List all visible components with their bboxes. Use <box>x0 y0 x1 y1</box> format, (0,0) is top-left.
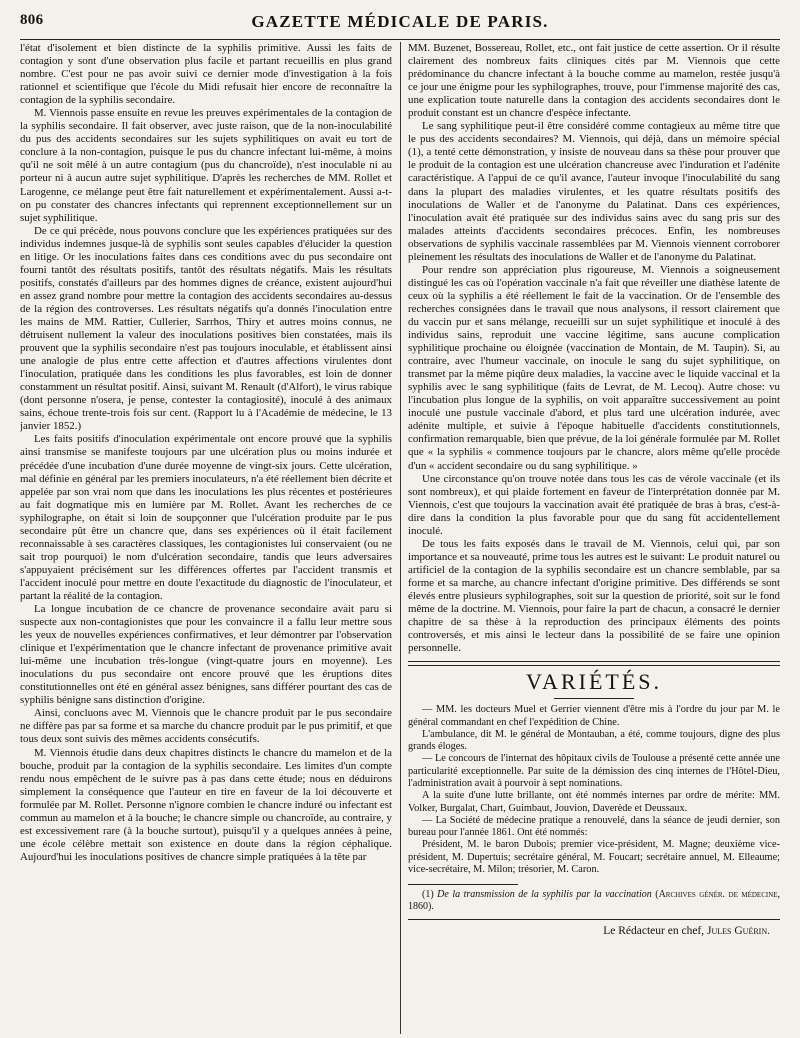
paragraph: l'état d'isolement et bien distincte de la syphilis primitive. Aussi les faits de contagion y sont d'une observation plus facile et partant recueillis en plus grand nombre. C'est pour ne pas avoir suivi ce dernier mode d'investigation à la fois rationnel et scientifique que l'école du Midi refusait hier encore de reconnaître la contagion de la syphilis secondaire. <box>20 42 392 107</box>
paragraph: Une circonstance qu'on trouve notée dans tous les cas de vérole vaccinale (et ils sont nombreux), et qui plaide fortement en faveur de l'interprétation donnée par M. Viennois, c'est que toujours la vaccination avait été pratiquée de bras à bras, c'est-à-dire dans la condition la plus favorable pour que du sang fût accidentellement inoculé. <box>408 472 780 537</box>
page-number: 806 <box>20 12 44 28</box>
news-item: A la suite d'une lutte brillante, ont été nommés internes par ordre de mérite: MM. Volker, Burgalat, Chart, Guimbaut, Jouvion, Daverède et Deussaux. <box>408 790 780 814</box>
signature-divider <box>408 919 780 920</box>
heading-underline <box>554 698 634 699</box>
paragraph: MM. Buzenet, Bossereau, Rollet, etc., ont fait justice de cette assertion. Or il résulte clairement des nombreux faits cliniques cités par M. Viennois que cette prédominance du chancre infectant à la bouche comme au mamelon, restée jusqu'à ce jour une énigme pour les syphilographes, trouve, pour l'immense majorité des cas, une explication toute naturelle dans la contagion des accidents secondaires dont le produit constant est un chancre d'espèce infectante. <box>408 42 780 120</box>
news-item: L'ambulance, dit M. le général de Montauban, a été, comme toujours, digne des plus grands éloges. <box>408 728 780 753</box>
paragraph: Ainsi, concluons avec M. Viennois que le chancre produit par le pus secondaire ne diffère pas par sa forme et sa marche du chancre produit par le pus primitif, et que tous deux sont suivis des mêmes accidents consécutifs. <box>20 707 392 746</box>
paragraph: Les faits positifs d'inoculation expérimentale ont encore prouvé que la syphilis ainsi transmise se manifeste toujours par une ulcération plus ou moins indurée et précédée d'une incubation d'une durée moyenne de vingt-six jours. Cette ulcération, mal définie en général par les premiers inoculateurs, n'a été réellement bien décrite et appelée par son vrai nom que dans les inoculations les plus récentes et postérieures au fait dogmatique mis en lumière par M. Rollet. Avant les recherches de ce syphilographe, on était si loin de soupçonner que l'ulcération produite par le pus secondaire pût être un chancre que, dans ses expériences où il était facilement reconnaissable à ses caractères classiques, les contagionistes lui conservaient (ou ne sait trop pourquoi) le nom d'ulcération secondaire, tandis que leurs adversaires s'appuyaient précisément sur les différences offertes par l'accident transmis et l'accident inoculé pour mettre en doute l'exactitude du diagnostic de l'inoculateur, et partant la réalité de la contagion. <box>20 433 392 602</box>
text-columns <box>20 42 780 1038</box>
footnote-source: (Archives génér. de médecine, 1860). <box>408 889 780 913</box>
paragraph: M. Viennois étudie dans deux chapitres distincts le chancre du mamelon et de la bouche, produit par la contagion de la syphilis secondaire. Les limites d'un compte rendu nous empêchent de le suivre pas à pas dans cette étude; nous en déduirons simplement la conséquence que l'auteur en tire en faveur de la loi découverte et formulée par M. Rollet. Personne n'ignore combien le chancre induré ou infectant est commun au mamelon et à la bouche; le chancre simple ou chancroïde, au contraire, y est excessivement rare (à la bouche surtout), puisqu'il y a quelques années à peine, une école célèbre mettait son existence en doute dans la région céphalique. Aujourd'hui les inoculations positives de chancre simple pratiquées à la tête par <box>20 746 392 863</box>
section-divider <box>408 661 780 666</box>
paragraph: De tous les faits exposés dans le travail de M. Viennois, celui qui, par son importance et sa nouveauté, prime tous les autres est le suivant: Le produit naturel ou artificiel de la contagion de la syphilis secondaire est un chancre semblable, par sa forme et sa marche, au chancre infectant d'origine primitive. Des différends se sont élevés entre plusieurs syphilographes, soit sur la question de priorité, soit sur le fond même de la doctrine. M. Viennois, pour faire la part de chacun, a consacré le dernier chapitre de sa thèse à la reproduction des principaux éléments des points controversés, et mis ainsi le lecteur dans la possibilité de se faire une opinion personnelle. <box>408 537 780 655</box>
footnote-marker: (1) <box>422 889 434 901</box>
footnote <box>408 889 780 913</box>
paragraph: De ce qui précède, nous pouvons conclure que les expériences pratiquées sur des individus indemnes jusque-là de syphilis sont seules capables d'élucider la question en litige. Or les inoculations faites dans ces conditions avec du pus secondaire ont fourni tantôt des résultats positifs, tantôt des résultats négatifs. Mais les résultats positifs, constatés d'ailleurs par des hommes dignes de créance, existent aujourd'hui en assez grand nombre pour mettre la contagion des accidents secondaires au-dessus de la région des controverses. Les résultats négatifs qu'a donnés l'inoculation entre les mains de MM. Rattier, Cullerier, Sarrhos, Thiry et autres moins connus, ne détruisent nullement la valeur des inoculations positives bien constatées, mais ils prouvent que la syphilis secondaire n'est pas toujours inoculable, et établissent ainsi une analogie de plus entre cette affection et d'autres affections virulentes dont l'inoculation, pratiquée dans les conditions les plus favorables, est loin de donner constamment un résultat positif. Ainsi, suivant M. Renault (d'Alfort), le virus rabique (dont personne n'osera, je pense, contester la contagiosité), inoculé à des animaux sains, échoue trente-trois fois sur cent. (Rapport lu à l'Académie de médecine, le 13 janvier 1852.) <box>20 224 392 433</box>
editor-name: Jules Guérin. <box>707 925 770 938</box>
footnote-divider <box>408 884 518 885</box>
editor-signature <box>408 925 780 938</box>
column-divider <box>400 42 401 1034</box>
left-column <box>20 42 392 1034</box>
paragraph: La longue incubation de ce chancre de provenance secondaire avait paru si suspecte aux non-contagionistes que pour les convaincre il a fallu leur mettre sous les yeux de nouvelles expériences confirmatives, et leur démontrer par l'observation clinique et l'expérimentation que le chancre infectant de provenance primitive avait lui-même une incubation très-longue (vingt-quatre jours en moyenne). Les inoculations du pus secondaire ont encore prouvé que les éruptions dites constitutionnelles ont été en général assez bénignes, sans différer pourtant des cas de syphilis bénigne sans distinction d'origine. <box>20 603 392 707</box>
news-item: — Le concours de l'internat des hôpitaux civils de Toulouse a présenté cette année une particularité exceptionnelle. Par suite de la démission des cinq internes de l'Hôtel-Dieu, l'administration avait à pourvoir à sept nominations. <box>408 753 780 789</box>
news-item: Président, M. le baron Dubois; premier vice-président, M. Magne; deuxième vice-président, M. Dupertuis; secrétaire général, M. Foucart; secrétaire annuel, M. Elleaume; vice-secrétaire, M. Milon; trésorier, M. Caron. <box>408 839 780 876</box>
varietes-heading: VARIÉTÉS. <box>526 669 662 695</box>
footnote-title: De la transmission de la syphilis par la vaccination <box>437 889 652 901</box>
right-column <box>408 42 780 1034</box>
paragraph: Pour rendre son appréciation plus rigoureuse, M. Viennois a soigneusement distingué les cas où l'opération vaccinale n'a fait que réveiller une diathèse latente de ceux où la syphilis a été réellement le fait de la vaccination. Or de l'ensemble des recherches consignées dans le travail que nous analysons, il ressort clairement que du vaccin pur et sans mélange, recueilli sur un sujet syphilitique et inoculé à des individus sains, reproduit une vaccine légitime, sans aucune complication syphilitique prochaine ou éloignée (vaccination de Montain, de M. Taupin). Si, au contraire, avec l'humeur vaccinale, on inocule le sang du sujet syphilitique, on transmet par la même piqûre deux maladies, la vaccine avec le liquide vaccinal et la syphilis avec le sang syphilitique (faits de Levrat, de M. Lecoq). Autre chose: vu l'incubation plus longue de la syphilis, on voit apparaître successivement au point inoculé une pustule vaccinale d'abord, et plus tard une ulcération indurée, avec adénite multiple, et suivie à l'époque habituelle d'accidents constitutionnels, confirmation remarquable, bien que prévue, de la loi générale formulée par M. Rollet que « la syphilis « commence toujours par le chancre, alors même qu'elle procède d'un « accident secondaire ou du sang syphilitique. » <box>408 263 780 472</box>
signature-label: Le Rédacteur en chef, <box>603 925 705 938</box>
varietes-section <box>408 704 780 876</box>
news-item: — La Société de médecine pratique a renouvelé, dans la séance de jeudi dernier, son bureau pour l'année 1861. Ont été nommés: <box>408 814 780 839</box>
news-item: — MM. les docteurs Muel et Gerrier viennent d'être mis à l'ordre du jour par M. le général commandant en chef l'expédition de Chine. <box>408 704 780 728</box>
paragraph: M. Viennois passe ensuite en revue les preuves expérimentales de la contagion de la syphilis secondaire. Il fait observer, avec juste raison, que de la non-inoculabilité du pus des accidents secondaires sur les sujets syphilitiques on avait eu tort de conclure à la non-contagion, puisque le pus du chancre infectant lui-même, à moins qu'il ne soit mêlé à un autre contagium (pus du chancroïde), n'est inoculable ni au porteur ni à aucun autre sujet syphilitique. D'après les recherches de MM. Rollet et Larogenne, ce mélange peut être fait naturellement et expérimentalement. Aussi a-t-on pu constater des chancres infectants qui reprennent exceptionnellement sur un sujet syphilitique. <box>20 107 392 224</box>
paragraph: Le sang syphilitique peut-il être considéré comme contagieux au même titre que le pus des accidents secondaires? M. Viennois, qui déjà, dans un mémoire spécial (1), a tenté cette démonstration, y insiste de nouveau dans sa thèse pour prouver que le produit de la contagion est une ulcération chancreuse avec l'induration et l'adénite caractéristique. A l'appui de ce qu'il avance, l'auteur invoque l'inoculabilité du sang dans la plupart des maladies virulentes, et les quatre résultats positifs des inoculations de Waller et de l'anonyme du Palatinat. Dans ces expériences, l'inoculation avait été pratiquée sur des individus sains avec du sang pris sur des malades atteints d'accidents secondaires précoces. Enfin, les nombreuses observations de syphilis vaccinale rassemblées par M. Viennois viennent corroborer pleinement les résultats des inoculations de Waller et de l'anonyme du Palatinat. <box>408 120 780 263</box>
journal-title: GAZETTE MÉDICALE DE PARIS. <box>251 12 549 31</box>
